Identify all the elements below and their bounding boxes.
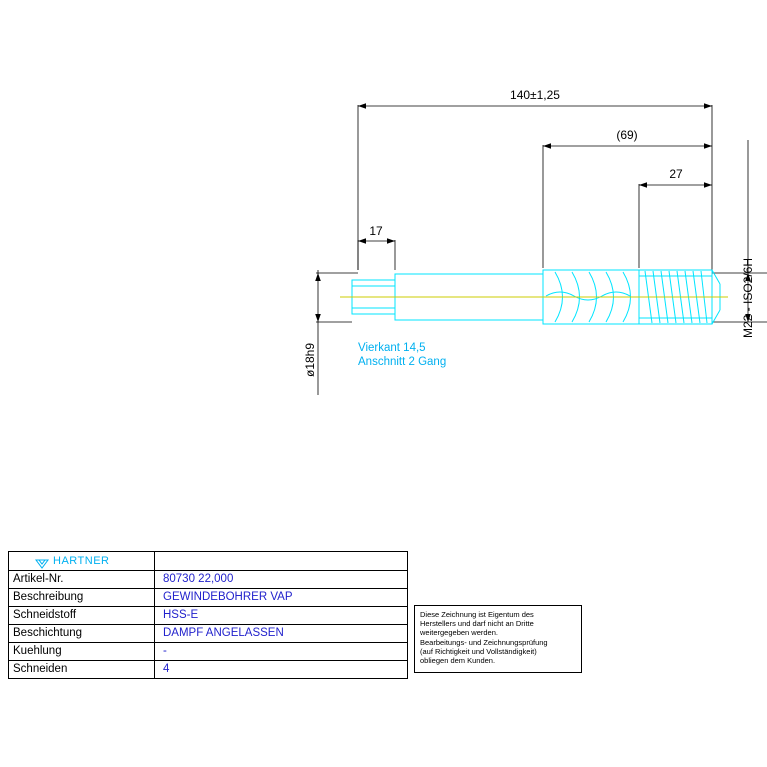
- table-row: [9, 643, 407, 661]
- dimension-arrowheads: [315, 103, 751, 322]
- table-row: [9, 589, 407, 607]
- legal-note-line: obliegen dem Kunden.: [420, 656, 496, 666]
- row-value-kuehlung: -: [163, 645, 167, 657]
- title-block-logo-row: [9, 552, 407, 571]
- row-value-artikel-nr: 80730 22,000: [163, 573, 234, 585]
- dim-shank-diameter: ø18h9: [303, 342, 317, 378]
- legal-note-line: Herstellers und darf nicht an Dritte: [420, 619, 534, 629]
- dim-thread-length: 27: [669, 167, 683, 181]
- row-value-schneidstoff: HSS-E: [163, 609, 199, 621]
- table-row: [9, 661, 407, 679]
- row-label-schneidstoff: Schneidstoff: [9, 607, 155, 624]
- legal-note-line: Bearbeitungs- und Zeichnungsprüfung: [420, 637, 548, 647]
- dim-thread-spec: M22 - ISO2/6H: [741, 257, 755, 339]
- dim-shank-length: (69): [616, 128, 638, 142]
- row-value-beschichtung: DAMPF ANGELASSEN: [163, 627, 284, 639]
- legal-note-line: Diese Zeichnung ist Eigentum des: [420, 610, 534, 619]
- note-vierkant: Vierkant 14,5: [358, 342, 426, 354]
- legal-note-line: (auf Richtigkeit und Vollständigkeit): [420, 646, 537, 656]
- legal-note-box: [414, 605, 582, 673]
- hartner-logo-icon: [35, 556, 49, 566]
- table-row: [9, 607, 407, 625]
- row-value-schneiden: 4: [163, 663, 170, 675]
- row-value-beschreibung: GEWINDEBOHRER VAP: [163, 591, 293, 603]
- row-label-artikel-nr: Artikel-Nr.: [9, 571, 155, 588]
- legal-note-line: weitergegeben werden.: [420, 628, 498, 638]
- row-label-schneiden: Schneiden: [9, 661, 155, 678]
- title-block: [8, 551, 408, 679]
- row-label-beschichtung: Beschichtung: [9, 625, 155, 642]
- title-block-logo-blank: [155, 552, 407, 570]
- dim-square-length: 17: [369, 224, 383, 238]
- brand-logo: [9, 552, 155, 570]
- row-label-beschreibung: Beschreibung: [9, 589, 155, 606]
- brand-name: HARTNER: [53, 555, 110, 567]
- row-label-kuehlung: Kuehlung: [9, 643, 155, 660]
- note-anschnitt: Anschnitt 2 Gang: [358, 356, 447, 368]
- table-row: [9, 571, 407, 589]
- table-row: [9, 625, 407, 643]
- dim-overall-length: 140±1,25: [510, 88, 560, 102]
